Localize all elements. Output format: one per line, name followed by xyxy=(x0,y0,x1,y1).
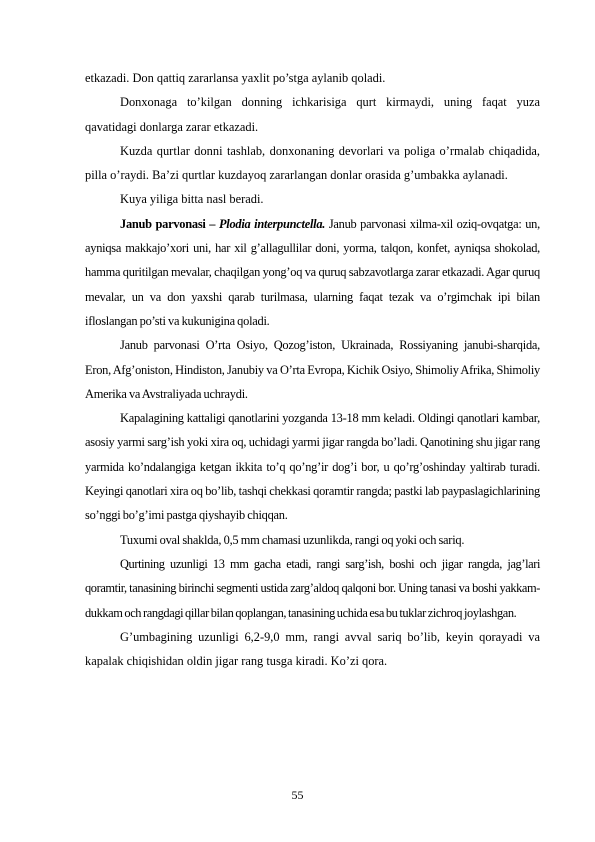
page-number: 55 xyxy=(291,788,304,802)
document-body xyxy=(85,66,540,673)
paragraph: Kuya yiliga bitta nasl beradi. xyxy=(120,192,264,207)
paragraph: Tuxumi oval shaklda, 0,5 mm chamasi uzunlikda, rangi oq yoki och sariq. xyxy=(120,532,465,547)
paragraph-janub-parvonasi xyxy=(85,212,540,333)
paragraph: Kuzda qurtlar donni tashlab, donxonaning devorlari va poliga o’rmalab chiqadida, pilla o’raydi. Ba’zi qurtlar kuzdayoq zararlangan donlar orasida g’umbakka aylanadi. xyxy=(85,143,540,183)
term-heading: Janub parvonasi – xyxy=(120,216,216,231)
paragraph: etkazadi. Don qattiq zararlansa yaxlit po’stga aylanib qoladi. xyxy=(85,71,386,85)
paragraph: Qurtining uzunligi 13 mm gacha etadi, rangi sarg’ish, boshi och jigar rangda, jag’lari qoramtir, tanasining birinchi segmenti ustida zarg’aldoq qalqoni bor. Uning tanasi va boshi yakkam-dukkam och rangdagi qillar bilan qoplangan, tanasining uchida esa bu tuklar zichroq joylashgan. xyxy=(85,556,540,620)
paragraph-text: Janub parvonasi xilma-xil oziq-ovqatga: un, ayniqsa makkajo’xori uni, har xil g’allagullilar doni, yorma, talqon, konfet, ayniqsa shokolad, hamma quritilgan mevalar, chaqilgan yong’oq va quruq sabzavotlarga zarar etkazadi. Agar quruq mevalar, un va don yaxshi qarab turilmasa, ularning faqat tezak va o’rgimchak ipi bilan ifloslangan po’sti va kukunigina qoladi. xyxy=(85,216,540,328)
paragraph: Kapalagining kattaligi qanotlarini yozganda 13-18 mm keladi. Oldingi qanotlari kambar, asosiy yarmi sarg’ish yoki xira oq, uchidagi yarmi jigar rangda bo’ladi. Qanotining shu jigar rang yarmida ko’ndalangiga ketgan ikkita to’q qo’ng’ir dog’i bor, u qo’rg’oshinday yaltirab turadi. Keyingi qanotlari xira oq bo’lib, tashqi chekkasi qoramtir rangda; pastki lab paypaslagichlarining so’nggi bo’g’imi pastga qiyshayib chiqqan. xyxy=(85,411,540,523)
latin-name: Plodia interpunctella. xyxy=(218,216,326,231)
paragraph: Janub parvonasi O’rta Osiyo, Qozog’iston, Ukrainada, Rossiyaning janubi-sharqida, Eron, Afg’oniston, Hindiston, Janubiy va O’rta Evropa, Kichik Osiyo, Shimoliy Afrika, Shimoliy Amerika va Avstraliyada uchraydi. xyxy=(85,338,540,401)
paragraph: G’umbagining uzunligi 6,2-9,0 mm, rangi avval sariq bo’lib, keyin qorayadi va kapalak chiqishidan oldin jigar rang tusga kiradi. Ko’zi qora. xyxy=(85,629,540,669)
paragraph: Donxonaga to’kilgan donning ichkarisiga qurt kirmaydi, uning faqat yuza qavatidagi donlarga zarar etkazadi. xyxy=(85,95,540,134)
